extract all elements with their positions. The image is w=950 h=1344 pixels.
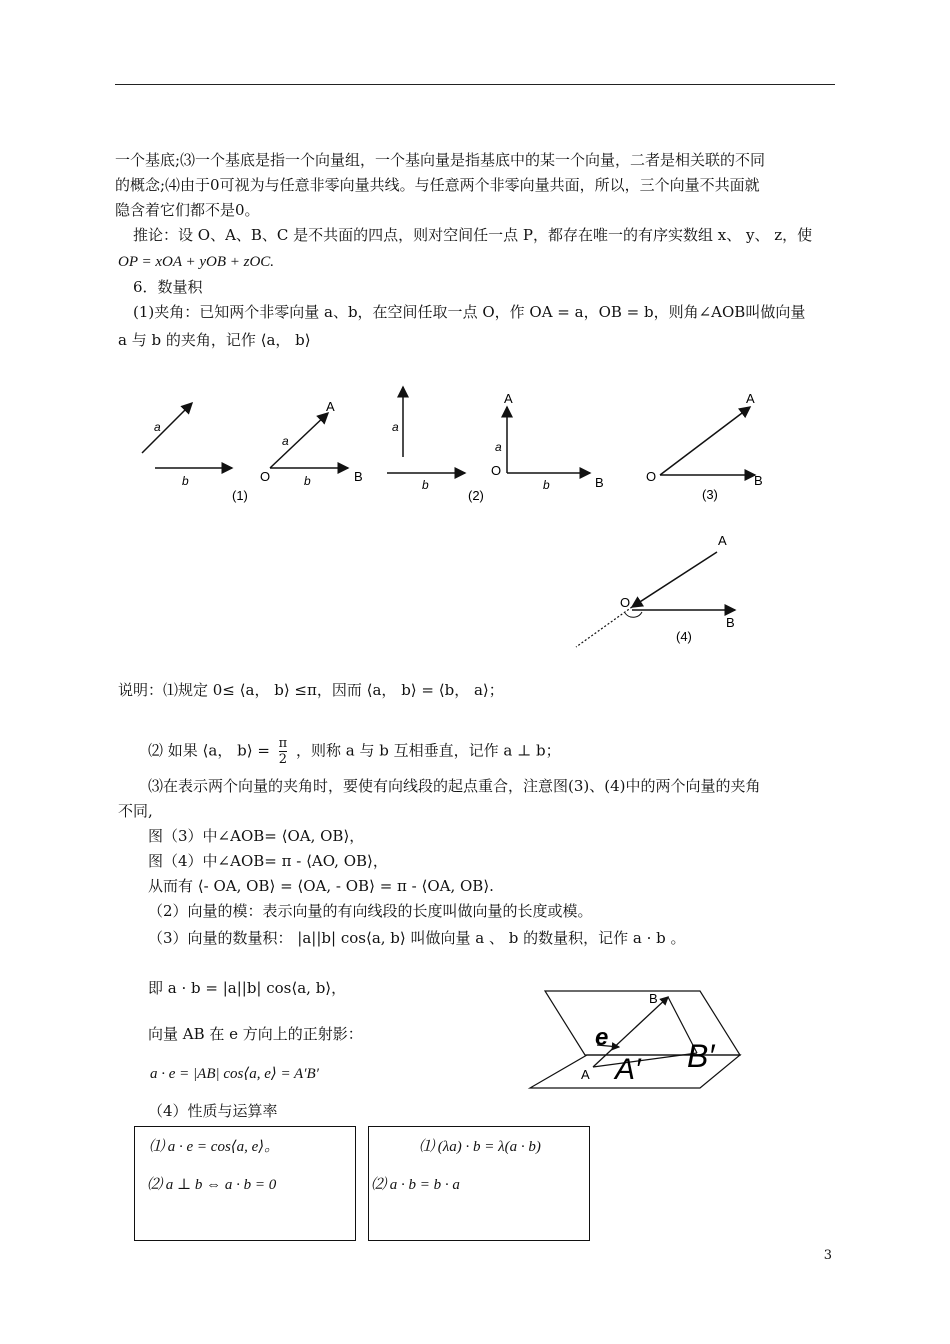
para-line-1: 一个基底;⑶一个基底是指一个向量组，一个基向量是指基底中的某一个向量，二者是相关联的不同 [115, 151, 766, 169]
modulus-definition: （2）向量的模：表示向量的有向线段的长度叫做向量的长度或模。 [148, 902, 593, 920]
note-1: 说明：⑴规定 0≤ ⟨a， b⟩ ≤π，因而 ⟨a， b⟩ = ⟨b， a⟩； [118, 681, 504, 699]
angle-definition-1: (1)夹角：已知两个非零向量 a、b，在空间任取一点 O，作 OA = a，OB = b，则角∠AOB叫做向量 [133, 303, 806, 321]
properties-box-right [368, 1126, 590, 1241]
fraction-numerator: π [278, 736, 288, 751]
corollary-formula: OP = xOA + yOB + zOC. [118, 254, 275, 270]
point-o-label: O [491, 463, 502, 478]
vec-a-label: a [154, 420, 161, 434]
header-rule [115, 84, 835, 85]
section-6-title: 6．数量积 [133, 278, 203, 296]
vec-b-label: b [422, 478, 429, 492]
para-line-3: 隐含着它们都不是0。 [115, 201, 260, 219]
vector-e-label: e [595, 1024, 609, 1051]
properties-title: （4）性质与运算率 [148, 1102, 278, 1120]
projection-formula: a · e = |AB| cos⟨a, e⟩ = A′B′ [150, 1066, 319, 1082]
property-right-1: ⑴ (λa) · b = λ(a · b) [419, 1139, 541, 1155]
property-left-1: ⑴ a · e = cos⟨a, e⟩。 [149, 1139, 280, 1155]
point-b-label: B [354, 469, 363, 484]
note-2-suffix: ，则称 a 与 b 互相垂直，记作 a ⊥ b； [296, 741, 561, 760]
point-o-label: O [260, 469, 271, 484]
pi-over-2-fraction [279, 736, 288, 767]
extension-dashed-line [576, 607, 632, 647]
properties-box-left [134, 1126, 356, 1241]
property-right-2: ⑵ a · b = b · a [371, 1177, 460, 1193]
note-3-line-2: 不同, [118, 802, 153, 820]
point-a-label: A [746, 391, 755, 406]
property-left-2: ⑵ a ⊥ b ⇔ a · b = 0 [147, 1177, 277, 1193]
note-2-prefix: ⑵ 如果 ⟨a， b⟩ = [148, 741, 270, 760]
vec-b-label: b [182, 474, 189, 488]
projection-text: 向量 AB 在 e 方向上的正射影： [148, 1025, 363, 1043]
vector-oa-arrow [270, 413, 328, 468]
note-2-start [148, 736, 561, 767]
note-3-line-1: ⑶在表示两个向量的夹角时，要使有向线段的起点重合，注意图(3)、(4)中的两个向量的夹角 [148, 777, 761, 795]
note-3-line-5: 从而有 ⟨- OA, OB⟩ = ⟨OA, - OB⟩ = π - ⟨OA, OB⟩. [148, 877, 494, 895]
point-a-label: A [718, 533, 727, 548]
projection-diagram [525, 983, 755, 1093]
fraction-denominator: 2 [278, 752, 288, 767]
point-b-label: B [754, 473, 763, 488]
point-o-label: O [620, 595, 631, 610]
vec-a-label: a [392, 420, 399, 434]
vec-b-label: b [543, 478, 550, 492]
point-a-prime-label: A′ [615, 1053, 641, 1086]
figure-label-1: (1) [232, 488, 248, 503]
vector-a-arrow [142, 403, 192, 453]
corollary-line: 推论：设 O、A、B、C 是不共面的四点，则对空间任一点 P，都存在唯一的有序实数组 x、 y、 z，使 [133, 226, 813, 244]
dot-product-definition: （3）向量的数量积： |a||b| cos⟨a, b⟩ 叫做向量 a 、 b 的数量积，记作 a · b 。 [148, 929, 686, 947]
vector-oa-arrow [660, 407, 750, 475]
angle-definition-2: a 与 b 的夹角，记作 ⟨a， b⟩ [118, 331, 311, 349]
vec-b-label: b [304, 474, 311, 488]
angle-diagrams [120, 375, 800, 665]
note-3-line-3: 图（3）中∠AOB= ⟨OA, OB⟩， [148, 827, 365, 845]
point-b-label: B [649, 991, 658, 1006]
point-b-label: B [726, 615, 735, 630]
page-number: 3 [823, 1248, 832, 1263]
point-a-label: A [504, 391, 513, 406]
point-b-label: B [595, 475, 604, 490]
vec-a-label: a [282, 434, 289, 448]
dot-product-formula: 即 a · b = |a||b| cos⟨a, b⟩， [148, 979, 347, 997]
point-b-prime-label: B′ [687, 1038, 715, 1074]
vector-ao-arrow [632, 552, 717, 607]
angle-arc [625, 612, 642, 617]
point-a-label: A [326, 399, 335, 414]
figure-label-2: (2) [468, 488, 484, 503]
point-a-label: A [581, 1067, 590, 1082]
figure-label-3: (3) [702, 487, 718, 502]
note-3-line-4: 图（4）中∠AOB= π - ⟨AO, OB⟩， [148, 852, 388, 870]
para-line-2: 的概念;⑷由于0可视为与任意非零向量共线。与任意两个非零向量共面，所以，三个向量不共面就 [115, 176, 760, 194]
figure-label-4: (4) [676, 629, 692, 644]
vec-a-label: a [495, 440, 502, 454]
point-o-label: O [646, 469, 657, 484]
